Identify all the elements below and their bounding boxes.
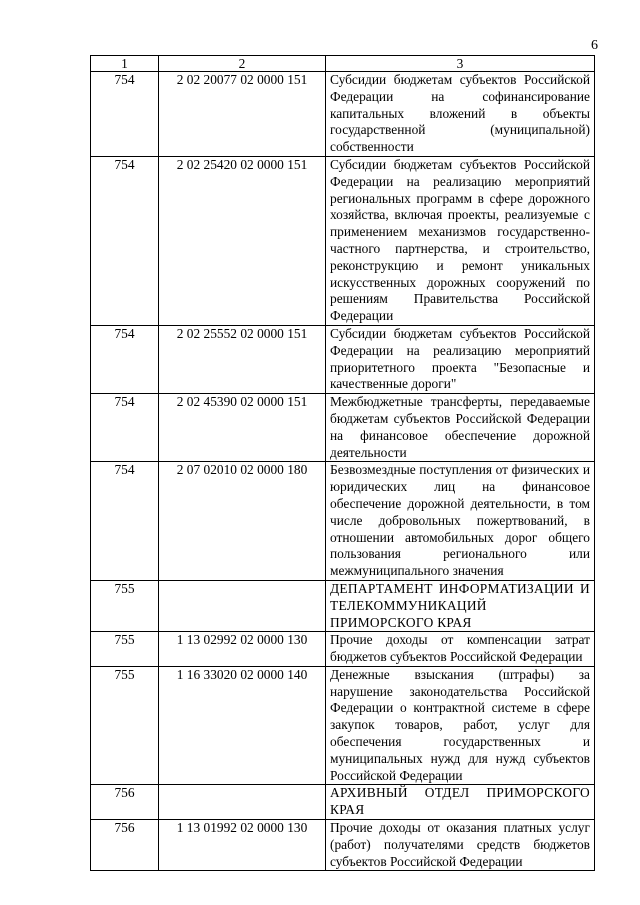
admin-code-cell: 755: [91, 632, 159, 667]
table-row: [91, 462, 595, 581]
description-cell: Межбюджетные трансферты, передаваемые бюджетам субъектов Российской Федерации на финансовое обеспечение дорожной деятельности: [326, 394, 595, 462]
income-code-cell: 2 02 25552 02 0000 151: [159, 325, 326, 393]
table-row: [91, 632, 595, 667]
description-cell: Прочие доходы от оказания платных услуг (работ) получателями средств бюджетов субъектов Российской Федерации: [326, 820, 595, 871]
income-code-cell: 2 02 25420 02 0000 151: [159, 156, 326, 325]
admin-code-cell: 756: [91, 820, 159, 871]
income-code-cell: [159, 785, 326, 820]
admin-code-cell: 755: [91, 666, 159, 785]
description-cell: Субсидии бюджетам субъектов Российской Федерации на реализацию мероприятий приоритетного проекта "Безопасные и качественные дороги": [326, 325, 595, 393]
table-row: [91, 666, 595, 785]
income-code-cell: 1 13 02992 02 0000 130: [159, 632, 326, 667]
income-code-cell: 2 07 02010 02 0000 180: [159, 462, 326, 581]
page-number: 6: [591, 38, 598, 53]
column-header-2: 2: [159, 56, 326, 72]
table-row-section-heading: [91, 580, 595, 631]
table-row: [91, 72, 595, 157]
income-code-cell: [159, 580, 326, 631]
section-heading-cell: [326, 580, 595, 631]
description-cell: Безвозмездные поступления от физических и юридических лиц на финансовое обеспечение дорожной деятельности, в том числе добровольных пожертвований, в отношении автомобильных дорог общего пользования регионального или межмуниципального значения: [326, 462, 595, 581]
table-row: [91, 394, 595, 462]
description-cell: Субсидии бюджетам субъектов Российской Федерации на реализацию мероприятий региональных программ в сфере дорожного хозяйства, включая проекты, реализуемые с применением механизмов государственно-частного партнерства, и строительство, реконструкцию и ремонт уникальных искусственных дорожных сооружений по решениям Правительства Российской Федерации: [326, 156, 595, 325]
admin-code-cell: 754: [91, 72, 159, 157]
description-cell: Субсидии бюджетам субъектов Российской Федерации на софинансирование капитальных вложений в объекты государственной (муниципальной) собственности: [326, 72, 595, 157]
section-heading-text: АРХИВНЫЙ ОТДЕЛ ПРИМОРСКОГО КРАЯ: [330, 785, 590, 818]
table-row: [91, 820, 595, 871]
admin-code-cell: 756: [91, 785, 159, 820]
admin-code-cell: 754: [91, 156, 159, 325]
budget-classification-table: [90, 55, 595, 871]
table-row: [91, 156, 595, 325]
description-cell: Денежные взыскания (штрафы) за нарушение законодательства Российской Федерации о контрактной системе в сфере закупок товаров, работ, услуг для обеспечения государственных и муниципальных нужд для нужд субъектов Российской Федерации: [326, 666, 595, 785]
admin-code-cell: 754: [91, 462, 159, 581]
table-header-row: [91, 56, 595, 72]
section-heading-cell: [326, 785, 595, 820]
table-row-section-heading: [91, 785, 595, 820]
section-heading-text: ДЕПАРТАМЕНТ ИНФОРМАТИЗАЦИИ И ТЕЛЕКОММУНИКАЦИЙ ПРИМОРСКОГО КРАЯ: [330, 580, 590, 630]
admin-code-cell: 754: [91, 394, 159, 462]
column-header-3: 3: [326, 56, 595, 72]
income-code-cell: 1 16 33020 02 0000 140: [159, 666, 326, 785]
admin-code-cell: 755: [91, 580, 159, 631]
admin-code-cell: 754: [91, 325, 159, 393]
column-header-1: 1: [91, 56, 159, 72]
table-row: [91, 325, 595, 393]
income-code-cell: 1 13 01992 02 0000 130: [159, 820, 326, 871]
income-code-cell: 2 02 45390 02 0000 151: [159, 394, 326, 462]
description-cell: Прочие доходы от компенсации затрат бюджетов субъектов Российской Федерации: [326, 632, 595, 667]
income-code-cell: 2 02 20077 02 0000 151: [159, 72, 326, 157]
